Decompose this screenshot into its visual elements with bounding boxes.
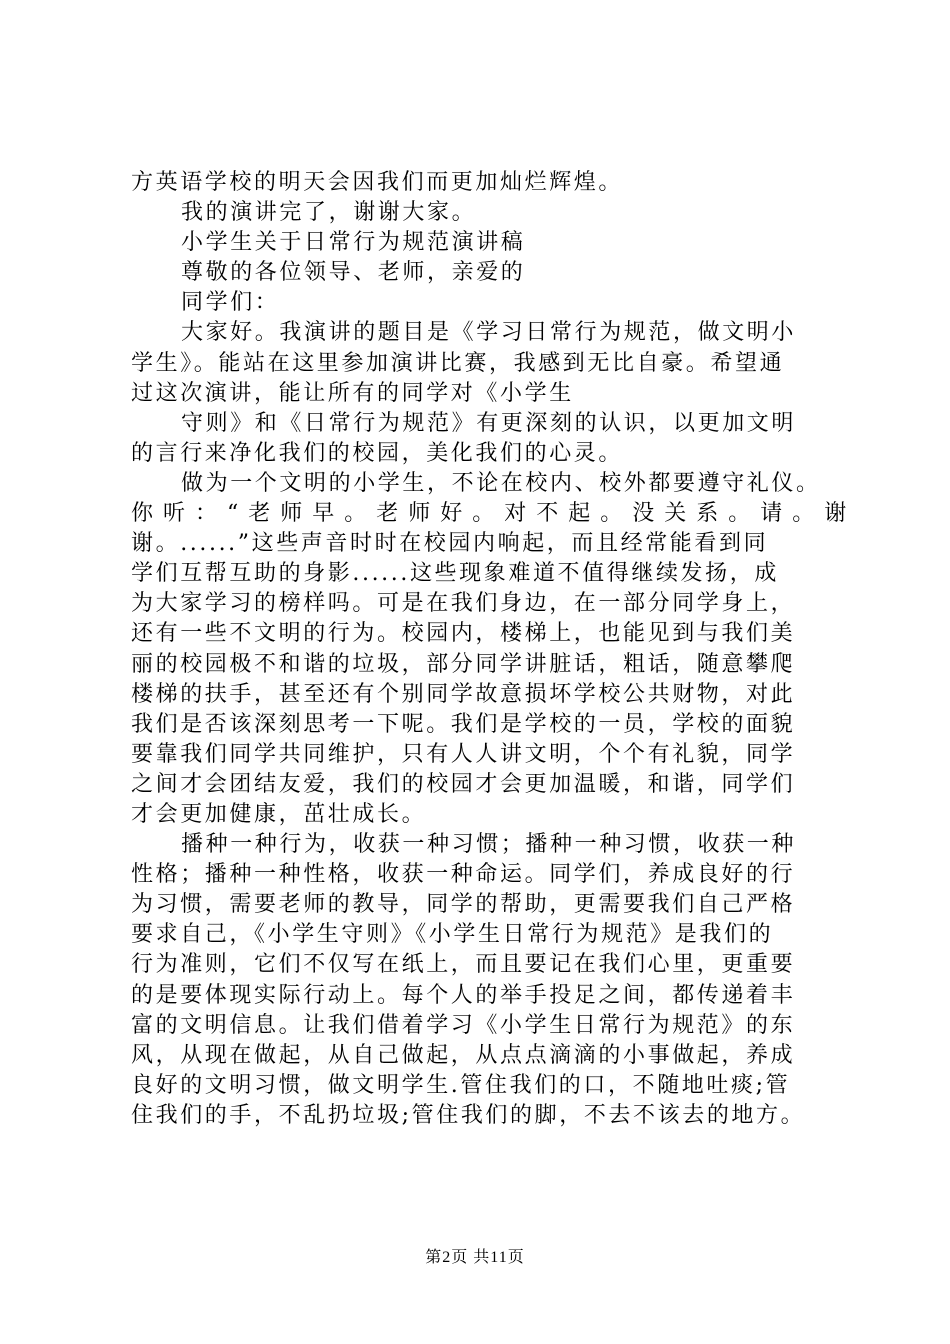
- text-line: 方英语学校的明天会因我们而更加灿烂辉煌。: [131, 170, 624, 195]
- text-line: 大家好。我演讲的题目是《学习日常行为规范，做文明小: [181, 320, 797, 346]
- text-line: 良好的文明习惯，做文明学生.管住我们的口，不随地吐痰;管: [131, 1072, 791, 1098]
- text-line: 为大家学习的榜样吗。可是在我们身边，在一部分同学身上，: [131, 591, 796, 617]
- section-title: 小学生关于日常行为规范演讲稿: [181, 230, 526, 256]
- text-line: 之间才会团结友爱，我们的校园才会更加温暖，和谐，同学们: [131, 771, 796, 797]
- text-line: 我们是否该深刻思考一下呢。我们是学校的一员，学校的面貌: [131, 711, 796, 737]
- text-line: 风，从现在做起，从自己做起，从点点滴滴的小事做起，养成: [131, 1042, 796, 1068]
- text-line: 为习惯，需要老师的教导，同学的帮助，更需要我们自己严格: [131, 892, 796, 918]
- text-line: 我的演讲完了，谢谢大家。: [181, 200, 477, 226]
- text-line: 还有一些不文明的行为。校园内，楼梯上，也能见到与我们美: [131, 621, 796, 647]
- text-line: 过这次演讲，能让所有的同学对《小学生: [131, 380, 574, 406]
- text-line: 性格；播种一种性格，收获一种命运。同学们，养成良好的行: [131, 862, 796, 888]
- text-line: 楼梯的扶手，甚至还有个别同学故意损坏学校公共财物，对此: [131, 681, 796, 707]
- text-line: 播种一种行为，收获一种习惯；播种一种习惯，收获一种: [181, 832, 797, 858]
- text-line: 行为准则，它们不仅写在纸上，而且要记在我们心里，更重要: [131, 952, 796, 978]
- text-line: 富的文明信息。让我们借着学习《小学生日常行为规范》的东: [131, 1012, 796, 1038]
- text-line: 丽的校园极不和谐的垃圾，部分同学讲脏话，粗话，随意攀爬: [131, 651, 796, 677]
- text-line: 做为一个文明的小学生，不论在校内、校外都要遵守礼仪。: [181, 470, 821, 496]
- text-line: 的是要体现实际行动上。每个人的举手投足之间，都传递着丰: [131, 982, 796, 1008]
- text-line: 守则》和《日常行为规范》有更深刻的认识，以更加文明: [181, 410, 797, 436]
- page-number-footer: 第2页 共11页: [425, 1249, 525, 1266]
- text-line: 谢。......”这些声音时时在校园内响起，而且经常能看到同: [131, 531, 769, 557]
- text-line: 同学们：: [181, 290, 280, 316]
- text-line: 要求自己，《小学生守则》《小学生日常行为规范》是我们的: [131, 922, 774, 948]
- document-body: [131, 168, 857, 1131]
- text-line: 住我们的手，不乱扔垃圾;管住我们的脚，不去不该去的地方。: [131, 1102, 806, 1128]
- text-line: 学生》。能站在这里参加演讲比赛，我感到无比自豪。希望通: [131, 350, 785, 376]
- text-line: 要靠我们同学共同维护，只有人人讲文明，个个有礼貌，同学: [131, 741, 796, 767]
- text-line: 才会更加健康，茁壮成长。: [131, 801, 427, 827]
- text-line: 的言行来净化我们的校园，美化我们的心灵。: [131, 440, 624, 466]
- text-line: 你听：“老师早。老师好。对不起。没关系。请。谢: [131, 501, 857, 527]
- text-line: 尊敬的各位领导、老师，亲爱的: [181, 260, 526, 286]
- text-line: 学们互帮互助的身影......这些现象难道不值得继续发扬，成: [131, 561, 779, 587]
